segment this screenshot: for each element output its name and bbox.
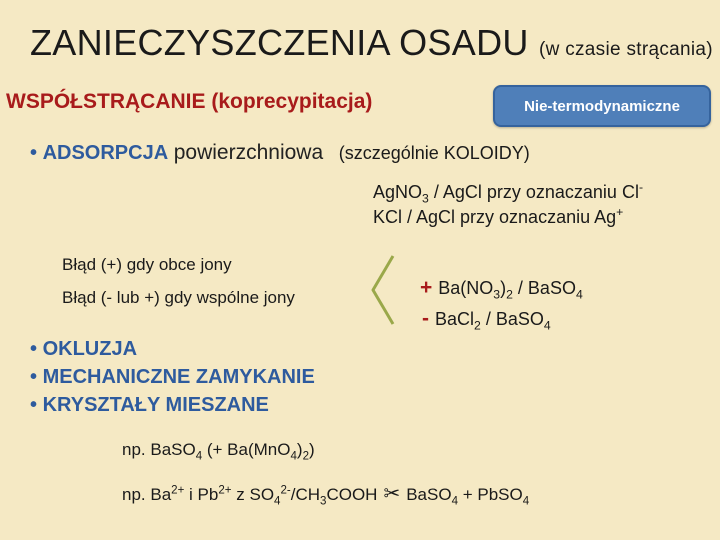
adsorpcja-keyword: ADSORPCJA xyxy=(42,142,169,164)
case-plus: + $Ba(NO_3)_2$ / BaSO$_4$ xyxy=(420,276,583,302)
bullet: • xyxy=(30,142,38,164)
example-agno3: AgNO$_3$ / AgCl przy oznaczaniu Cl- xyxy=(373,180,644,206)
adsorpcja-note: (szczególnie KOLOIDY) xyxy=(338,143,530,163)
title-note: (w czasie strącania) xyxy=(538,39,713,60)
error-foreign-ions: Błąd (+) gdy obce jony xyxy=(62,255,232,274)
adsorpcja-row xyxy=(30,141,530,165)
adsorpcja-type: powierzchniowa xyxy=(173,141,324,164)
nie-termodynamiczne-badge xyxy=(493,85,711,127)
mechanism-list xyxy=(30,335,315,419)
error-common-ions: Błąd (- lub +) gdy wspólne jony xyxy=(62,288,295,307)
case-minus: - BaCl$_2$ / BaSO$_4$ xyxy=(422,307,551,333)
page-title xyxy=(30,22,713,64)
example-kcl: KCl / AgCl przy oznaczaniu Ag+ xyxy=(373,205,624,227)
list-item: • OKLUZJA xyxy=(30,338,138,360)
subtitle: WSPÓŁSTRĄCANIE (koprecypitacja) xyxy=(6,90,373,113)
example-ba-pb: np. $Ba^{2+}$ i $Pb^{2+}$ z $SO_4^{2-}/CH_3COOH$ ✂ BaSO$_4$ + PbSO$_4$ xyxy=(122,483,530,508)
chevron-left-icon xyxy=(367,250,397,335)
list-item: • MECHANICZNE ZAMYKANIE xyxy=(30,366,315,388)
badge-label: Nie-termodynamiczne xyxy=(524,97,680,115)
list-item: • KRYSZTAŁY MIESZANE xyxy=(30,394,269,416)
example-baso4: np. BaSO$_4$ (+ $Ba(MnO_4)_2$) xyxy=(122,440,315,463)
title-main: ZANIECZYSZCZENIA OSADU xyxy=(30,22,529,63)
scissors-icon: ✂ xyxy=(383,483,401,505)
